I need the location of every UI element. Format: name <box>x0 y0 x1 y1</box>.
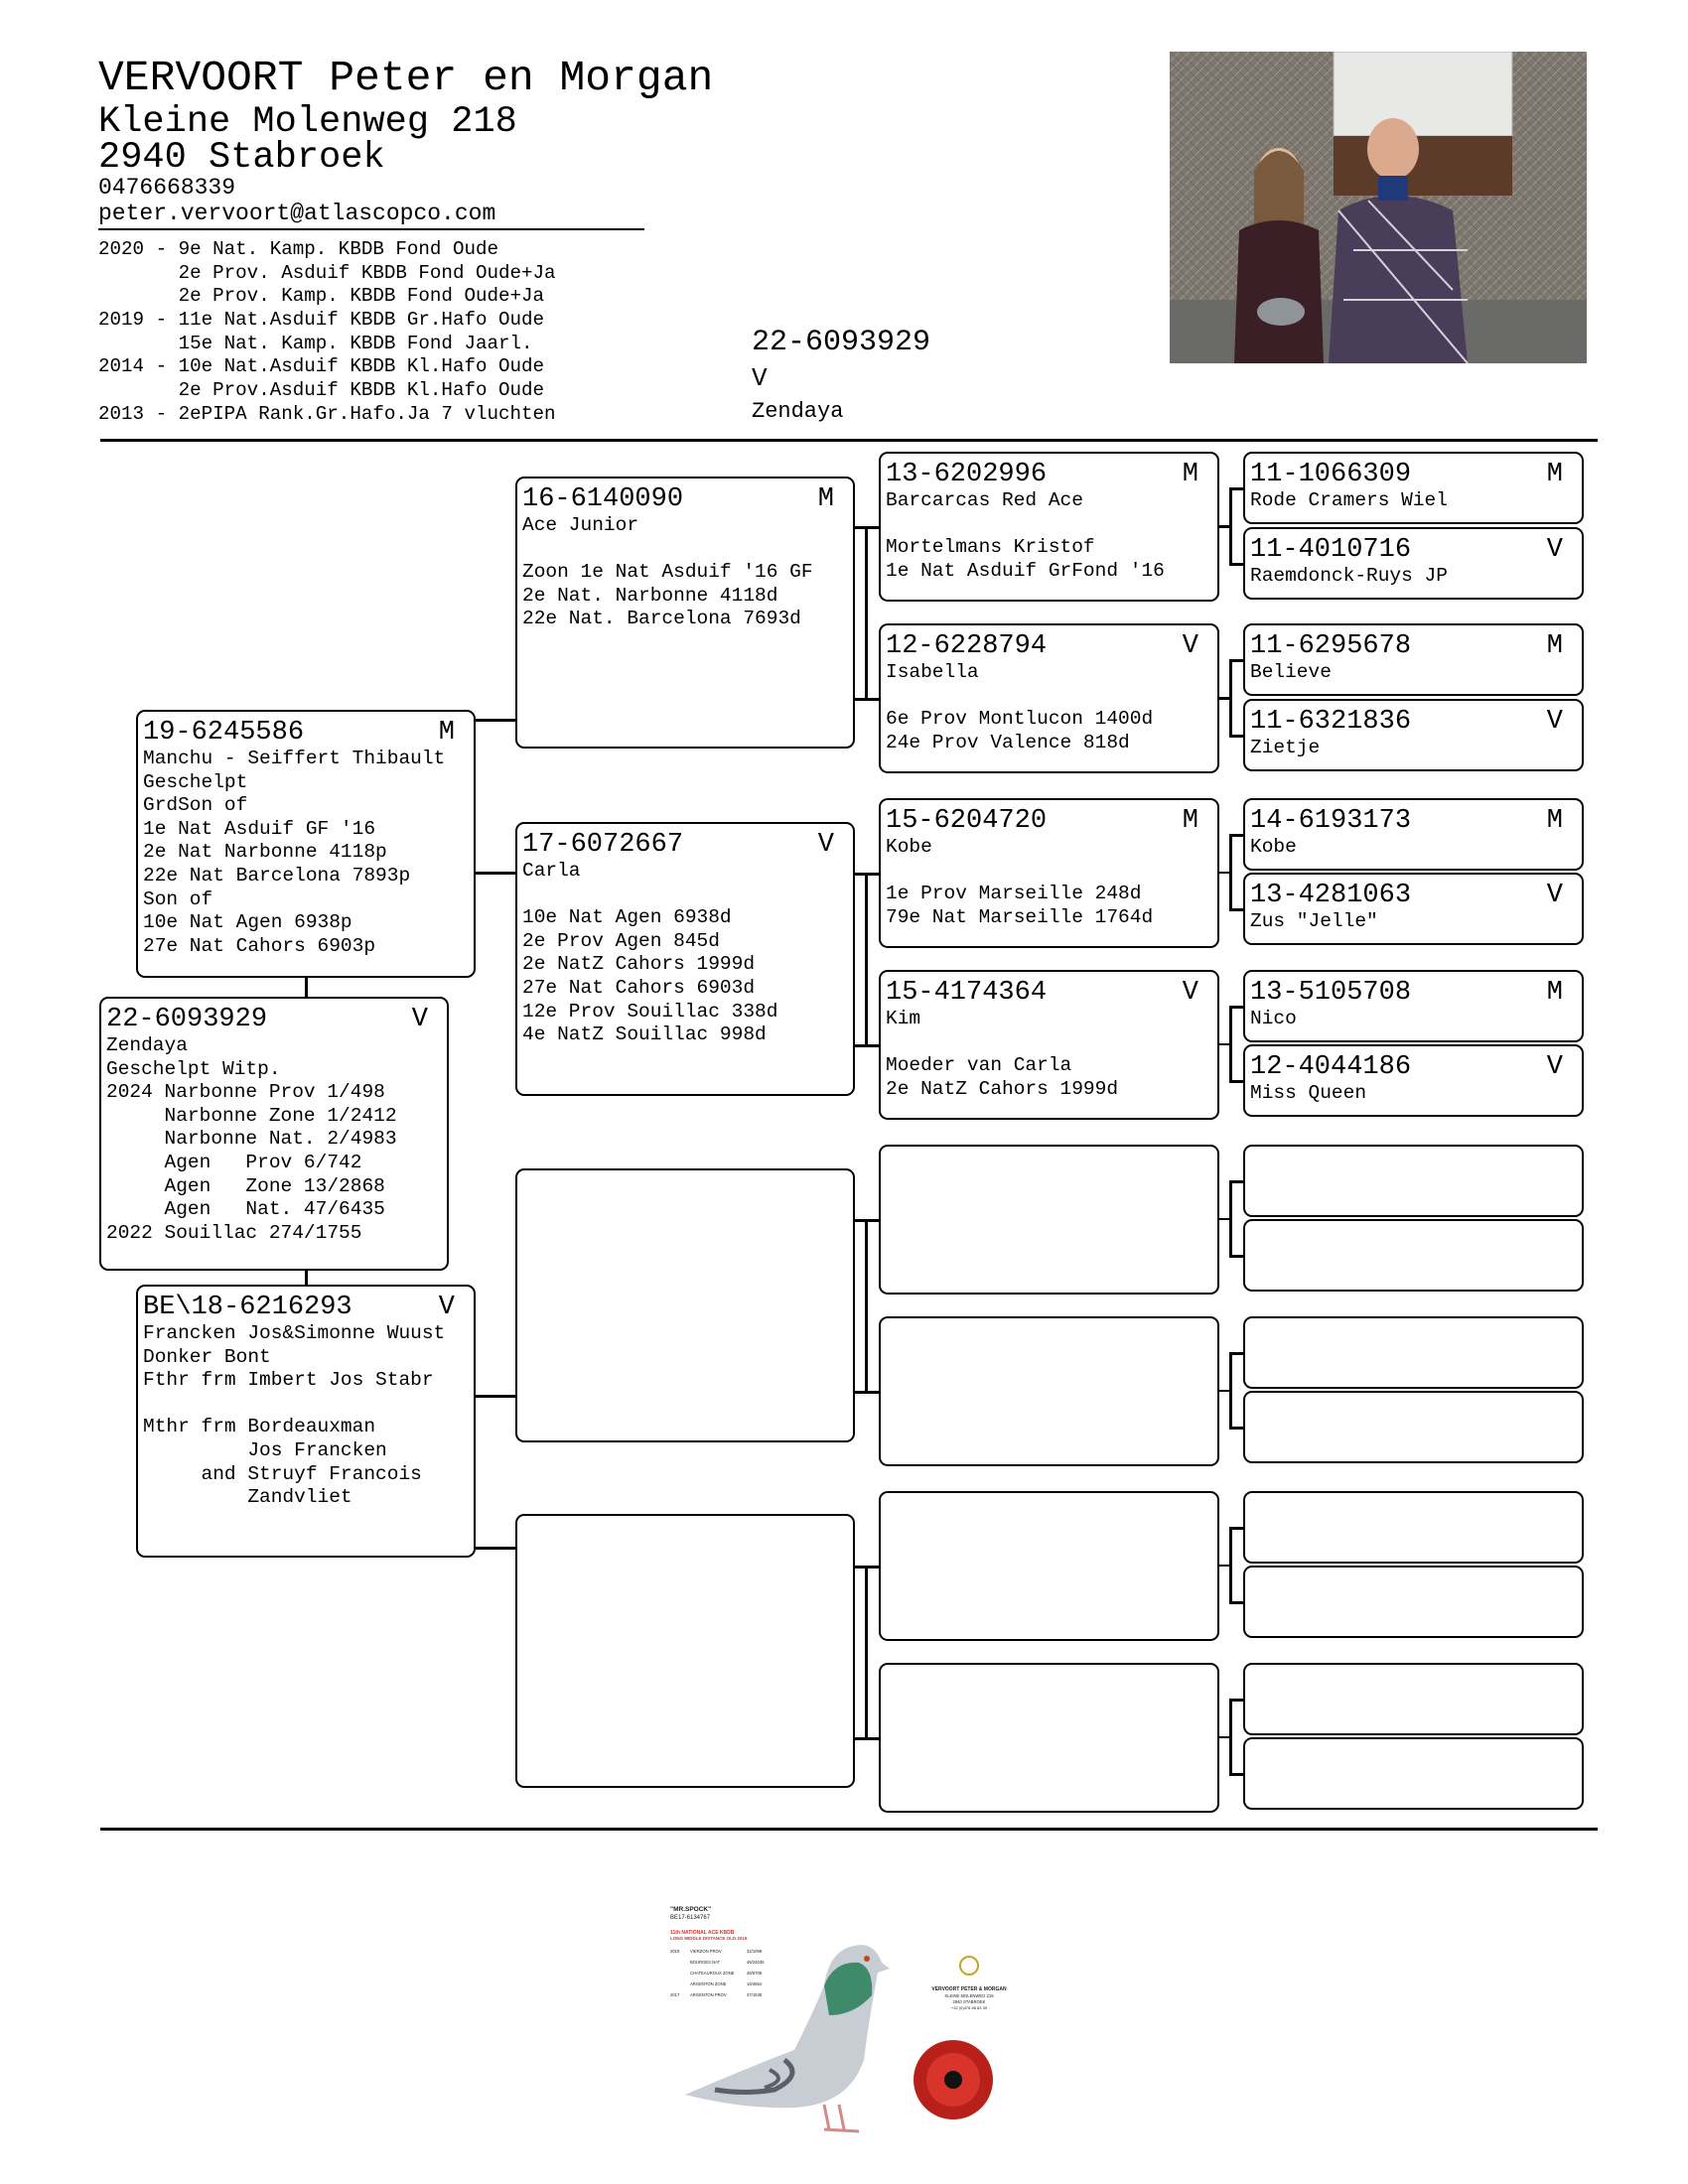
connector-line <box>1229 834 1232 910</box>
sex-marker: M <box>1182 806 1198 836</box>
bird-note <box>886 860 1212 884</box>
promo-result-race: VIERZON PROV <box>690 1949 722 1954</box>
bird-note: 10e Nat Agen 6938p <box>143 911 352 934</box>
bird-name: Zendaya <box>106 1034 188 1056</box>
great-grandparent-box <box>879 452 1219 602</box>
connector-line <box>865 698 879 701</box>
promo-card-image <box>665 1891 1013 2134</box>
bird-note: Geschelpt Witp. <box>106 1057 281 1080</box>
gen4-box <box>1243 1566 1584 1638</box>
bird-note <box>143 1393 469 1417</box>
gen4-box <box>1243 623 1584 696</box>
bird-name: Zus "Jelle" <box>1250 910 1378 932</box>
bird-name: Ace Junior <box>522 514 639 536</box>
breeder-results <box>98 238 556 427</box>
connector-line <box>1229 1255 1243 1258</box>
bird-note: 2e NatZ Cahors 1999d <box>886 1077 1119 1100</box>
connector-line <box>1229 1180 1232 1257</box>
promo-result-place: 16/4554 <box>747 1981 763 1986</box>
sex-marker: M <box>1546 806 1563 836</box>
subject-block <box>752 325 930 428</box>
connector-line <box>865 1044 879 1047</box>
gen4-box <box>1243 1044 1584 1117</box>
result-line: 15e Nat. Kamp. KBDB Fond Jaarl. <box>98 332 533 354</box>
bird-note: 79e Nat Marseille 1764d <box>886 905 1154 928</box>
bird-note: Fthr frm Imbert Jos Stabr <box>143 1369 434 1392</box>
ring-number: 15-4174364 <box>886 978 1048 1008</box>
connector-line <box>865 526 868 700</box>
bird-note: Zoon 1e Nat Asduif '16 GF <box>522 561 813 584</box>
result-line: 2019 - 11e Nat.Asduif KBDB Gr.Hafo Oude <box>98 309 545 332</box>
promo-result-race: CHATEAUROUX ZONE <box>690 1971 735 1976</box>
connector-line <box>1229 1427 1243 1430</box>
bird-name: Zietje <box>1250 737 1321 758</box>
connector-line <box>1229 1773 1243 1776</box>
ring-number: 11-4010716 <box>1250 535 1412 565</box>
bird-name: Francken Jos&Simonne Wuust <box>143 1322 446 1344</box>
promo-bird-name: "MR.SPOCK" <box>670 1906 712 1913</box>
bird-note: 2e NatZ Cahors 1999d <box>522 953 756 976</box>
great-grandparent-box <box>879 1663 1219 1813</box>
bird-name: Miss Queen <box>1250 1082 1367 1104</box>
bird-note: Jos Francken <box>143 1438 387 1461</box>
bird-note: 4e NatZ Souillac 998d <box>522 1024 767 1046</box>
ring-number: 17-6072667 <box>522 830 684 860</box>
connector-line <box>865 526 879 529</box>
grandparent-box <box>515 1514 855 1788</box>
breeders-photo <box>1170 52 1587 363</box>
promo-loft-city: 2940 STABROEK <box>952 1999 986 2004</box>
sex-marker: M <box>817 484 834 514</box>
bird-note <box>522 884 848 907</box>
connector-line <box>1229 1080 1243 1083</box>
promo-title: 11th NATIONAL ACE KBDB <box>670 1930 735 1936</box>
connector-line <box>1229 1352 1232 1429</box>
breeders-photo-image <box>1170 52 1587 363</box>
ring-number: 12-6228794 <box>886 631 1048 661</box>
gen4-box <box>1243 1737 1584 1810</box>
promo-card <box>665 1891 1013 2134</box>
connector-line <box>1229 1006 1232 1082</box>
bird-name: Kobe <box>1250 836 1297 858</box>
sex-marker: M <box>1546 631 1563 661</box>
subject-sex: V <box>752 363 768 393</box>
connector-line <box>865 1219 879 1222</box>
great-grandparent-box <box>879 798 1219 948</box>
great-grandparent-box <box>879 623 1219 773</box>
sex-marker: V <box>817 830 834 860</box>
connector-line <box>305 978 308 997</box>
bird-note: 1e Prov Marseille 248d <box>886 883 1142 905</box>
connector-line <box>1229 1352 1243 1355</box>
bird-note: and Struyf Francois <box>143 1462 422 1485</box>
result-line: 2014 - 10e Nat.Asduif KBDB Kl.Hafo Oude <box>98 355 545 378</box>
connector-line <box>865 1737 879 1740</box>
promo-result-place: 32/1098 <box>747 1949 763 1954</box>
gen4-box <box>1243 1316 1584 1389</box>
connector-line <box>865 1566 879 1569</box>
sex-marker: V <box>438 1293 455 1322</box>
sex-marker: M <box>1546 978 1563 1008</box>
ring-number: 13-6202996 <box>886 460 1048 489</box>
promo-loft-street: KLEINE MOLENWEG 218 <box>944 1993 994 1998</box>
bird-note: 2e Nat. Narbonne 4118d <box>522 584 778 607</box>
result-line: 2e Prov. Asduif KBDB Fond Oude+Ja <box>98 261 556 284</box>
connector-line <box>476 719 515 722</box>
gen4-box <box>1243 452 1584 524</box>
bird-note: Donker Bont <box>143 1345 271 1368</box>
promo-loft-name: VERVOORT PETER & MORGAN <box>931 1986 1007 1992</box>
bird-name: Carla <box>522 860 581 882</box>
dam-box <box>136 1285 476 1558</box>
promo-result-race: BOURGES NAT <box>690 1960 721 1965</box>
result-line: 2e Prov. Kamp. KBDB Fond Oude+Ja <box>98 285 545 308</box>
connector-line <box>476 1395 515 1398</box>
gen4-box <box>1243 699 1584 771</box>
connector-line <box>1229 1180 1243 1183</box>
sex-marker: V <box>1182 631 1198 661</box>
sex-marker: V <box>411 1005 428 1034</box>
promo-subtitle: LONG MIDDLE DISTANCE OLD 2019 <box>670 1936 748 1941</box>
grandparent-box <box>515 1168 855 1442</box>
pigeon-eye <box>864 1956 870 1962</box>
gen4-box <box>1243 873 1584 945</box>
bird-note: 22e Nat Barcelona 7893p <box>143 864 411 887</box>
bird-note: Mthr frm Bordeauxman <box>143 1416 376 1438</box>
great-grandparent-box <box>879 1316 1219 1466</box>
bird-note: 2024 Narbonne Prov 1/498 <box>106 1081 385 1104</box>
connector-line <box>1229 1006 1243 1009</box>
sex-marker: V <box>1546 881 1563 910</box>
bird-note: Son of <box>143 887 213 910</box>
gen4-box <box>1243 1219 1584 1292</box>
subject-ring: 22-6093929 <box>752 326 931 359</box>
ring-number: BE\18-6216293 <box>143 1293 352 1322</box>
result-line: 2020 - 9e Nat. Kamp. KBDB Fond Oude <box>98 238 499 260</box>
bird-note: 22e Nat. Barcelona 7693d <box>522 608 801 630</box>
bird-note: 2e Nat Narbonne 4118p <box>143 841 387 864</box>
connector-line <box>1229 908 1243 911</box>
bird-note: 27e Nat Cahors 6903p <box>143 934 376 957</box>
ring-number: 13-5105708 <box>1250 978 1412 1008</box>
sex-marker: V <box>1546 707 1563 737</box>
bird-note: 1e Nat Asduif GrFond '16 <box>886 559 1165 582</box>
sex-marker: V <box>1182 978 1198 1008</box>
connector-line <box>1229 563 1243 566</box>
connector-line <box>865 873 868 1046</box>
grandparent-box <box>515 477 855 749</box>
bird-name: Nico <box>1250 1008 1297 1029</box>
ring-number: 13-4281063 <box>1250 881 1412 910</box>
connector-line <box>1229 659 1232 737</box>
ring-number: 16-6140090 <box>522 484 684 514</box>
bird-note: Agen Zone 13/2868 <box>106 1174 385 1197</box>
promo-result-place: 37/1538 <box>747 1992 763 1997</box>
promo-result-year: 2019 <box>670 1949 680 1954</box>
connector-line <box>1229 834 1243 837</box>
sire-box <box>136 710 476 978</box>
connector-line <box>1229 1601 1243 1604</box>
bird-note: 27e Nat Cahors 6903d <box>522 976 756 999</box>
promo-result-race: ARGENTON ZONE <box>690 1981 727 1986</box>
breeder-street: Kleine Molenweg 218 <box>98 101 517 143</box>
ring-number: 19-6245586 <box>143 718 305 748</box>
bird-note: 2e Prov Agen 845d <box>522 929 720 952</box>
sex-marker: M <box>1546 460 1563 489</box>
bird-note: 2022 Souillac 274/1755 <box>106 1221 362 1244</box>
bird-name: Barcarcas Red Ace <box>886 489 1083 511</box>
ring-number: 11-6321836 <box>1250 707 1412 737</box>
bird-note: Narbonne Zone 1/2412 <box>106 1104 397 1127</box>
bird-note: 10e Nat Agen 6938d <box>522 906 732 929</box>
promo-result-place: 46/5709 <box>747 1971 763 1976</box>
connector-line <box>476 872 515 875</box>
breeder-city: 2940 Stabroek <box>98 137 385 179</box>
gen4-box <box>1243 1491 1584 1564</box>
sex-marker: V <box>1546 535 1563 565</box>
bird-name: Kobe <box>886 836 932 858</box>
bird-note: 1e Nat Asduif GF '16 <box>143 817 376 840</box>
connector-line <box>865 1219 868 1393</box>
bottom-rule <box>100 1828 1598 1831</box>
bird-note: GrdSon of <box>143 794 248 817</box>
connector-line <box>1229 1699 1243 1702</box>
bird-note <box>886 513 1212 537</box>
connector-line <box>865 1391 879 1394</box>
great-grandparent-box <box>879 970 1219 1120</box>
grandparent-box <box>515 822 855 1096</box>
connector-line <box>476 1547 515 1550</box>
bird-name: Rode Cramers Wiel <box>1250 489 1448 511</box>
result-line: 2013 - 2ePIPA Rank.Gr.Hafo.Ja 7 vluchten <box>98 402 556 425</box>
bird-note <box>886 685 1212 709</box>
gen4-box <box>1243 798 1584 871</box>
bird-note: Geschelpt <box>143 770 248 793</box>
connector-line <box>1229 1527 1243 1530</box>
ring-number: 11-1066309 <box>1250 460 1412 489</box>
bird-name: Believe <box>1250 661 1332 683</box>
connector-line <box>865 1566 868 1739</box>
ring-number: 14-6193173 <box>1250 806 1412 836</box>
ring-number: 22-6093929 <box>106 1005 268 1034</box>
result-line: 2e Prov.Asduif KBDB Kl.Hafo Oude <box>98 379 545 402</box>
bird-note: Mortelmans Kristof <box>886 536 1095 559</box>
gen4-box <box>1243 1663 1584 1735</box>
bird-note <box>886 1031 1212 1055</box>
connector-line <box>1229 487 1243 490</box>
promo-loft-phone: +32 (0)476 66 83 39 <box>950 2005 988 2010</box>
bird-note: Agen Prov 6/742 <box>106 1151 362 1173</box>
connector-line <box>1229 487 1232 565</box>
bird-note: Moeder van Carla <box>886 1054 1072 1077</box>
bird-name: Manchu - Seiffert Thibault <box>143 748 446 769</box>
bird-name: Isabella <box>886 661 979 683</box>
promo-result-race: ARGENTON PROV <box>690 1992 727 1997</box>
gen4-box <box>1243 1145 1584 1217</box>
connector-line <box>305 1271 308 1285</box>
promo-bird-ring: BE17-6134767 <box>670 1915 711 1921</box>
bird-box <box>99 997 449 1271</box>
top-rule <box>100 439 1598 442</box>
connector-line <box>1229 735 1243 738</box>
great-grandparent-box <box>879 1145 1219 1295</box>
breeder-name: VERVOORT Peter en Morgan <box>98 54 714 102</box>
connector-line <box>865 873 879 876</box>
bird-name: Kim <box>886 1008 921 1029</box>
bird-note: Narbonne Nat. 2/4983 <box>106 1128 397 1151</box>
gen4-box <box>1243 970 1584 1042</box>
great-grandparent-box <box>879 1491 1219 1641</box>
promo-result-place: 46/24035 <box>747 1960 765 1965</box>
sex-marker: M <box>1182 460 1198 489</box>
bird-note: Agen Nat. 47/6435 <box>106 1198 385 1221</box>
bird-note: 12e Prov Souillac 338d <box>522 1000 778 1023</box>
bird-note: 24e Prov Valence 818d <box>886 731 1130 753</box>
header-divider <box>98 228 644 230</box>
breeder-email[interactable]: peter.vervoort@atlascopco.com <box>98 201 496 226</box>
ring-number: 15-6204720 <box>886 806 1048 836</box>
gen4-box <box>1243 527 1584 600</box>
sex-marker: V <box>1546 1052 1563 1082</box>
connector-line <box>1229 659 1243 662</box>
connector-line <box>1229 1527 1232 1603</box>
subject-name: Zendaya <box>752 399 844 424</box>
bird-name: Raemdonck-Ruys JP <box>1250 565 1448 587</box>
breeder-phone: 0476668339 <box>98 175 236 201</box>
ring-number: 12-4044186 <box>1250 1052 1412 1082</box>
bird-note: Zandvliet <box>143 1486 352 1509</box>
bird-note: 6e Prov Montlucon 1400d <box>886 708 1154 731</box>
bird-note <box>522 538 848 562</box>
connector-line <box>1229 1699 1232 1775</box>
ring-number: 11-6295678 <box>1250 631 1412 661</box>
sex-marker: M <box>438 718 455 748</box>
gen4-box <box>1243 1391 1584 1463</box>
promo-result-year: 2017 <box>670 1992 680 1997</box>
